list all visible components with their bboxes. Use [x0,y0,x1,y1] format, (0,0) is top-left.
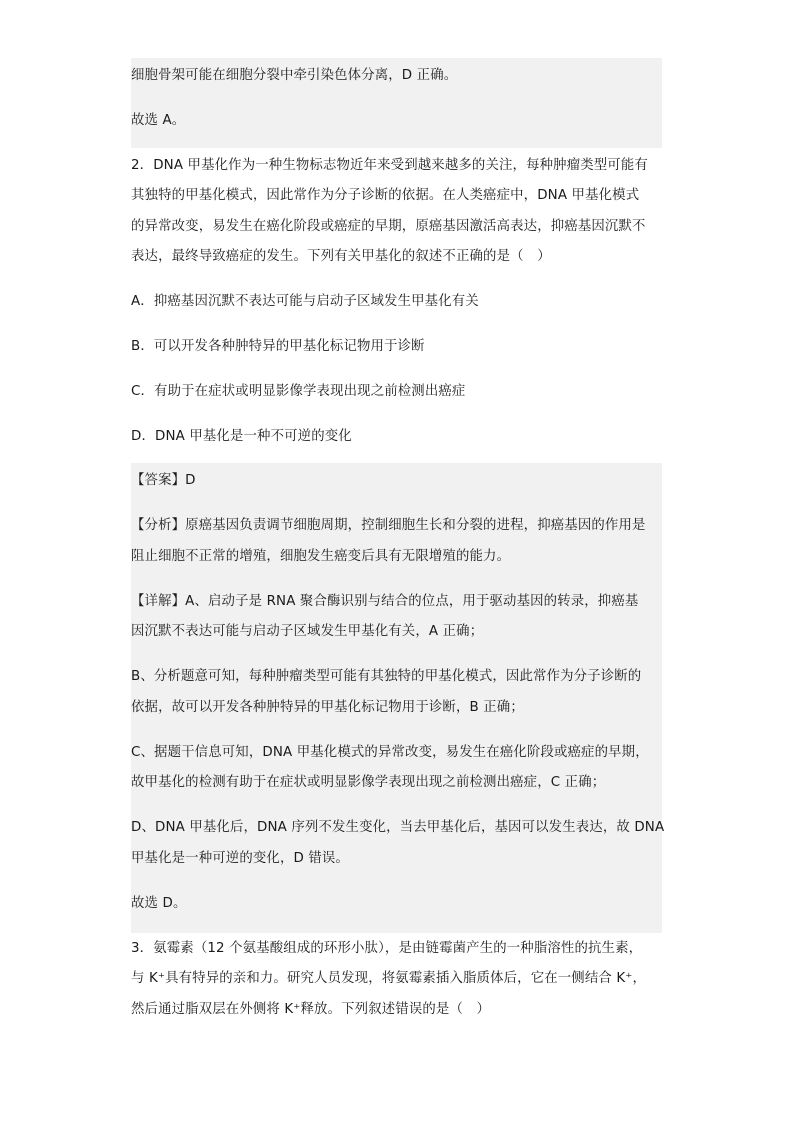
q2-stem-line: 表达，最终导致癌症的发生。下列有关甲基化的叙述不正确的是（ ） [131,249,551,264]
q2-analysis-line: 阻止细胞不正常的增殖，细胞发生癌变后具有无限增殖的能力。 [131,549,511,564]
q2-analysis-line: 【分析】原癌基因负责调节细胞周期，控制细胞生长和分裂的进程，抑癌基因的作用是 [131,518,646,533]
q2-detail-line: D、DNA 甲基化后，DNA 序列不发生变化，当去甲基化后，基因可以发生表达，故 DNA [131,820,665,835]
prev-conclusion: 故选 A。 [131,113,186,128]
q2-detail-line: 故甲基化的检测有助于在症状或明显影像学表现出现之前检测出癌症，C 正确； [131,775,606,790]
q2-answer: 【答案】D [131,473,196,488]
q3-stem-line: 与 K⁺具有特异的亲和力。研究人员发现，将氨霉素插入脂质体后，它在一侧结合 K⁺， [131,971,647,986]
q2-option-d: D．DNA 甲基化是一种不可逆的变化 [131,429,352,444]
q2-detail-line: 甲基化是一种可逆的变化，D 错误。 [131,851,349,866]
q2-detail-line: 依据，故可以开发各种肿特异的甲基化标记物用于诊断，B 正确； [131,700,524,715]
q2-detail-line: 【详解】A、启动子是 RNA 聚合酶识别与结合的位点，用于驱动基因的转录，抑癌基 [131,594,639,609]
q2-detail-line: C、据题干信息可知，DNA 甲基化模式的异常改变，易发生在癌化阶段或癌症的早期， [131,745,649,760]
q2-detail-line: B、分析题意可知，每种肿瘤类型可能有其独特的甲基化模式，因此常作为分子诊断的 [131,669,642,684]
prev-detail-line: 细胞骨架可能在细胞分裂中牵引染色体分离，D 正确。 [131,68,458,83]
q2-conclusion: 故选 D。 [131,896,187,911]
q2-option-b: B．可以开发各种肿特异的甲基化标记物用于诊断 [131,339,425,354]
q2-stem-line: 2．DNA 甲基化作为一种生物标志物近年来受到越来越多的关注，每种肿瘤类型可能有 [131,158,648,173]
q2-detail-line: 因沉默不表达可能与启动子区域发生甲基化有关，A 正确； [131,624,484,639]
q3-stem-line: 3．氨霉素（12 个氨基酸组成的环形小肽），是由链霉菌产生的一种脂溶性的抗生素， [131,941,643,956]
q2-option-c: C．有助于在症状或明显影像学表现出现之前检测出癌症 [131,384,466,399]
q2-option-a: A．抑癌基因沉默不表达可能与启动子区域发生甲基化有关 [131,294,479,309]
q2-stem-line: 的异常改变，易发生在癌化阶段或癌症的早期，原癌基因激活高表达，抑癌基因沉默不 [131,219,646,234]
q2-stem-line: 其独特的甲基化模式，因此常作为分子诊断的依据。在人类癌症中，DNA 甲基化模式 [131,188,640,203]
q3-stem-line: 然后通过脂双层在外侧将 K⁺释放。下列叙述错误的是（ ） [131,1002,491,1017]
